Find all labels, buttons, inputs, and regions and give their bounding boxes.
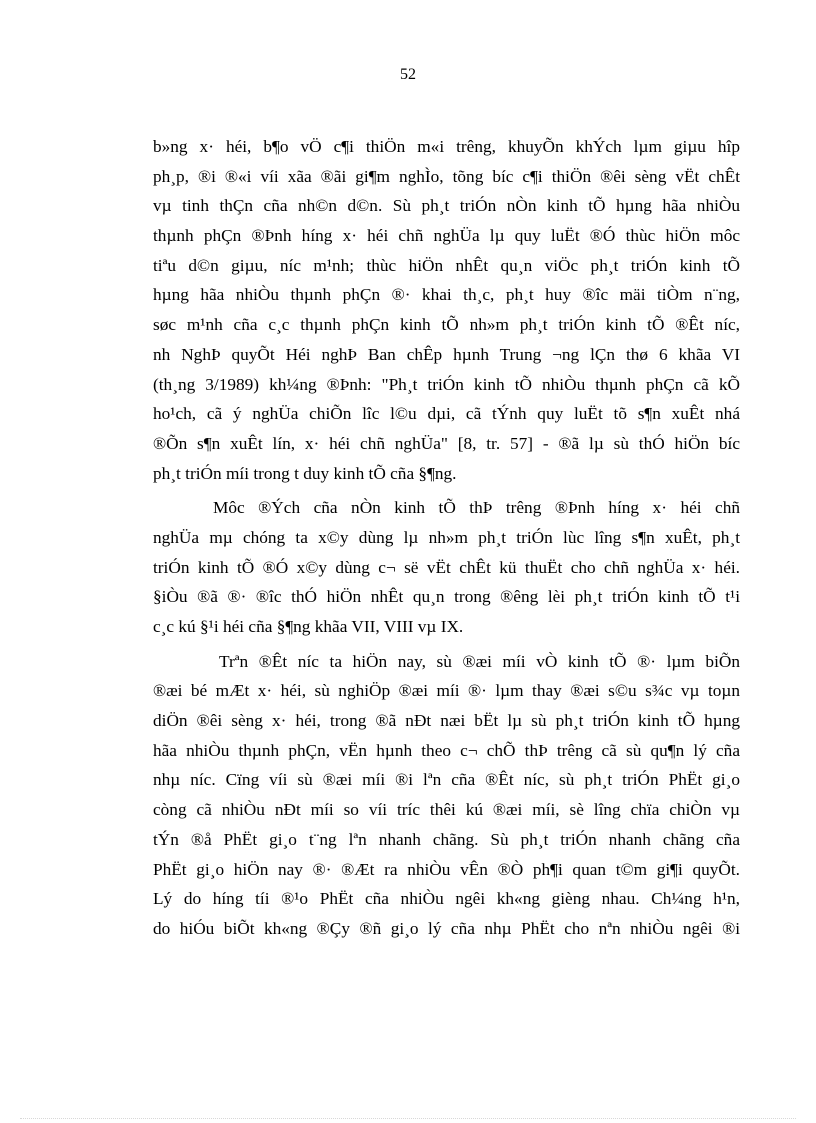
text-line: Môc ®Ých cña nÒn kinh tÕ thÞ trêng ®Þnh híng x· héi chñ: [213, 498, 740, 518]
text-line: thµnh phÇn ®Þnh híng x· héi chñ nghÜa lµ quy luËt ®Ó thùc hiÖn môc: [153, 226, 740, 246]
text-line: c¸c kú §¹i héi cña §¶ng khãa VII, VIII vµ IX.: [153, 617, 464, 636]
text-line: triÓn kinh tÕ ®Ó x©y dùng c¬ së vËt chÊt kü thuËt cho chñ nghÜa x· héi.: [153, 557, 740, 577]
paragraph-1: [153, 132, 740, 488]
text-line: nhµ níc. Cïng víi sù ®æi míi ®i lªn cña ®Êt níc, sù ph¸t triÓn PhËt gi¸o: [153, 770, 740, 790]
text-line: hµng hãa nhiÒu thµnh phÇn ®· khai th¸c, ph¸t huy ®îc mäi tiÒm n¨ng,: [153, 285, 740, 305]
text-line: do hiÓu biÕt kh«ng ®Çy ®ñ gi¸o lý cña nhµ PhËt cho nªn nhiÒu ngêi ®i: [153, 918, 740, 938]
text-line: hãa nhiÒu thµnh phÇn, vËn hµnh theo c¬ chÕ thÞ trêng cã sù qu¶n lý cña: [153, 740, 740, 760]
paragraph-2: [153, 493, 740, 641]
text-line: ®Õn s¶n xuÊt lín, x· héi chñ nghÜa" [8, tr. 57] - ®ã lµ sù thÓ hiÖn bíc: [153, 433, 740, 453]
text-line: ho¹ch, cã ý nghÜa chiÕn lîc l©u dµi, cã tÝnh quy luËt tõ s¶n xuÊt nhá: [153, 404, 740, 424]
text-line: PhËt gi¸o hiÖn nay ®· ®Æt ra nhiÒu vÊn ®Ò ph¶i quan t©m gi¶i quyÕt.: [153, 859, 740, 879]
text-line: b»ng x· héi, b¶o vÖ c¶i thiÖn m«i trêng, khuyÕn khÝch lµm giµu hîp: [153, 137, 740, 156]
text-line: tÝn ®å PhËt gi¸o t¨ng lªn nhanh chãng. Sù ph¸t triÓn nhanh chãng cña: [153, 829, 740, 849]
paragraph-3: [153, 647, 740, 944]
text-line: nghÜa mµ chóng ta x©y dùng lµ nh»m ph¸t triÓn lùc lîng s¶n xuÊt, ph¸t: [153, 527, 740, 547]
text-line: Trªn ®Êt níc ta hiÖn nay, sù ®æi míi vÒ kinh tÕ ®· lµm biÕn: [219, 651, 740, 671]
text-line: ®æi bé mÆt x· héi, sù nghiÖp ®æi míi ®· lµm thay ®æi s©u s¾c vµ toµn: [153, 681, 740, 701]
text-line: §iÒu ®ã ®· ®îc thÓ hiÖn nhÊt qu¸n trong ®êng lèi ph¸t triÓn kinh tÕ t¹i: [153, 587, 740, 607]
text-line: nh NghÞ quyÕt Héi nghÞ Ban chÊp hµnh Trung ¬ng lÇn thø 6 khãa VI: [153, 344, 740, 364]
text-line: Lý do híng tíi ®¹o PhËt cña nhiÒu ngêi kh«ng gièng nhau. Ch¼ng h¹n,: [153, 889, 740, 909]
text-line: (th¸ng 3/1989) kh¼ng ®Þnh: "Ph¸t triÓn kinh tÕ nhiÒu thµnh phÇn cã kÕ: [153, 374, 740, 394]
text-line: còng cã nhiÒu nÐt míi so víi tríc thêi kú ®æi míi, sè lîng chïa chiÒn vµ: [153, 800, 740, 820]
text-line: diÖn ®êi sèng x· héi, trong ®ã nÐt næi bËt lµ sù ph¸t triÓn kinh tÕ hµng: [153, 711, 740, 731]
text-line: vµ tinh thÇn cña nh©n d©n. Sù ph¸t triÓn nÒn kinh tÕ hµng hãa nhiÒu: [153, 196, 740, 216]
text-line: tiªu d©n giµu, níc m¹nh; thùc hiÖn nhÊt qu¸n viÖc ph¸t triÓn kinh tÕ: [153, 255, 740, 275]
page-number: 52: [400, 66, 416, 83]
text-line: søc m¹nh cña c¸c thµnh phÇn kinh tÕ nh»m ph¸t triÓn kinh tÕ ®Êt níc,: [153, 315, 740, 335]
document-body: [153, 132, 740, 944]
page-bottom-divider: [20, 1118, 796, 1119]
text-line: ph¸p, ®i ®«i víi xãa ®ãi gi¶m nghÌo, tõng bíc c¶i thiÖn ®êi sèng vËt chÊt: [153, 166, 740, 186]
text-line: ph¸t triÓn míi trong t duy kinh tÕ cña §¶ng.: [153, 463, 457, 483]
